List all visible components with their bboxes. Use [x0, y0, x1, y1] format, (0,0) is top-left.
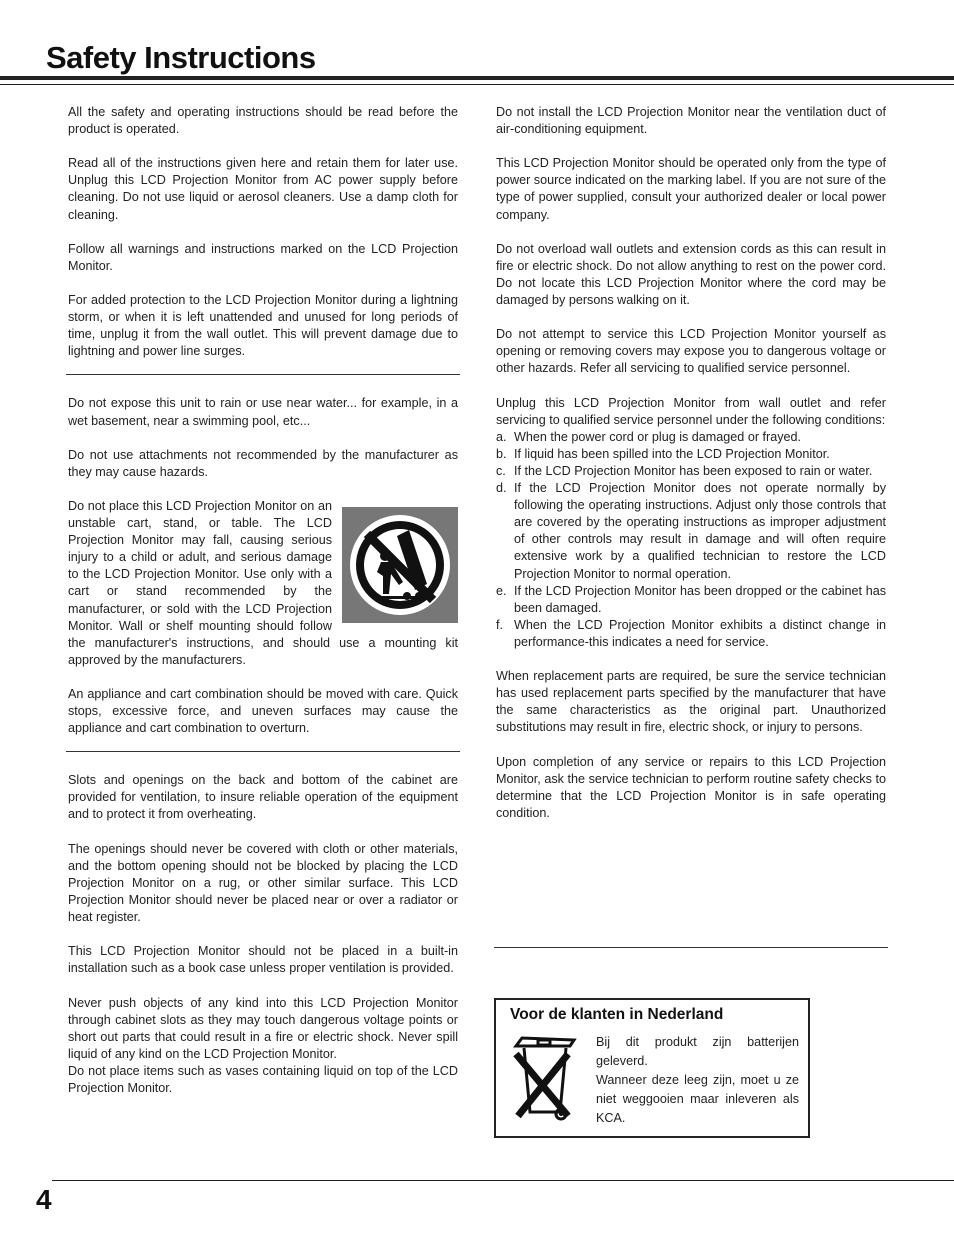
notice-title: Voor de klanten in Nederland	[510, 1006, 724, 1023]
list-letter: d.	[496, 481, 507, 496]
list-item	[496, 617, 886, 651]
paragraph: Do not install the LCD Projection Monitor near the ventilation duct of air-conditioning equipment.	[496, 105, 886, 137]
title-rule-thin	[0, 84, 954, 85]
paragraph: When replacement parts are required, be sure the service technician has used replacement parts specified by the manufacturer that have the same characteristics as the original part. Unauthorized substitutions may result in fire, electric shock, or injury to persons.	[496, 669, 886, 735]
paragraph: Do not place items such as vases containing liquid on top of the LCD Projection Monitor.	[68, 1063, 458, 1095]
left-column	[68, 104, 458, 1097]
service-conditions-list	[496, 429, 886, 651]
list-item	[496, 429, 886, 446]
list-item	[496, 480, 886, 583]
paragraph: Never push objects of any kind into this LCD Projection Monitor through cabinet slots as they may touch dangerous voltage points or short out parts that could result in a fire or electric shock. Never spill liquid of any kind on the LCD Projection Monitor.	[68, 995, 458, 1061]
notice-text	[596, 1033, 799, 1128]
page-number: 4	[36, 1184, 52, 1215]
cart-warning-block	[68, 498, 458, 737]
paragraph: Upon completion of any service or repairs to this LCD Projection Monitor, ask the service technician to perform routine safety checks to determine that the LCD Projection Monitor is in safe operating condition.	[496, 754, 886, 820]
cart-tip-over-warning-icon	[342, 507, 458, 623]
notice-line: Bij dit produkt zijn batterijen geleverd.	[596, 1035, 799, 1068]
paragraph: This LCD Projection Monitor should be operated only from the type of power source indicated on the marking label. If you are not sure of the type of power supplied, consult your authorized dealer or local power company.	[496, 156, 886, 222]
page-title: Safety Instructions	[46, 40, 316, 75]
paragraph: This LCD Projection Monitor should not be placed in a built-in installation such as a book case unless proper ventilation is provided.	[68, 944, 458, 976]
section-divider	[66, 374, 460, 375]
paragraph: Follow all warnings and instructions marked on the LCD Projection Monitor.	[68, 241, 458, 273]
paragraph: Slots and openings on the back and bottom of the cabinet are provided for ventilation, to insure reliable operation of the equipment and to protect it from overheating.	[68, 773, 458, 822]
footer-rule	[52, 1180, 954, 1181]
list-text: If the LCD Projection Monitor has been exposed to rain or water.	[514, 463, 873, 478]
list-text: When the power cord or plug is damaged or frayed.	[514, 429, 802, 444]
netherlands-notice-box	[494, 998, 810, 1138]
list-letter: c.	[496, 463, 506, 478]
list-text: If the LCD Projection Monitor does not operate normally by following the operating instructions. Adjust only those controls that are covered by the operating instructions as improper adjustment of other controls may result in damage and will often require extensive work by a qualified technician to restore the LCD Projection Monitor to normal operation.	[514, 481, 886, 581]
paragraph: Do not place this LCD Projection Monitor on an unstable cart, stand, or table. The LCD Projection Monitor may fall, causing serious injury to a child or adult, and serious damage to the LCD Projection Monitor. Use only with a cart or stand recommended by the manufacturer, or sold with the LCD Projection Monitor. Wall or shelf mounting should follow the manufacturer's instructions, and should use a mounting kit approved by the manufacturers.	[68, 498, 458, 667]
list-text: When the LCD Projection Monitor exhibits a distinct change in performance-this indicates a need for service.	[514, 617, 886, 649]
paragraph: An appliance and cart combination should be moved with care. Quick stops, excessive force, and uneven surfaces may cause the appliance and cart combination to overturn.	[68, 687, 458, 736]
paragraph: The openings should never be covered with cloth or other materials, and the bottom opening should not be blocked by placing the LCD Projection Monitor on a rug, or other similar surface. This LCD Projection Monitor should never be placed near or over a radiator or heat register.	[68, 841, 458, 925]
list-text: If the LCD Projection Monitor has been dropped or the cabinet has been damaged.	[514, 583, 886, 615]
section-divider	[66, 751, 460, 752]
crossed-out-wheelie-bin-icon	[512, 1034, 578, 1126]
notice-line: Wanneer deze leeg zijn, moet u ze niet weggooien maar inleveren als KCA.	[596, 1073, 799, 1125]
paragraph: For added protection to the LCD Projection Monitor during a lightning storm, or when it is left unattended and unused for long periods of time, unplug it from the wall outlet. This will prevent damage due to lightning and power line surges.	[68, 293, 458, 359]
paragraph: Do not attempt to service this LCD Projection Monitor yourself as opening or removing covers may expose you to dangerous voltage or other hazards. Refer all servicing to qualified service personnel.	[496, 327, 886, 376]
list-letter: f.	[496, 617, 503, 632]
paragraph: Do not expose this unit to rain or use near water... for example, in a wet basement, near a swimming pool, etc...	[68, 396, 458, 428]
list-letter: b.	[496, 446, 507, 461]
paragraph: Do not use attachments not recommended by the manufacturer as they may cause hazards.	[68, 447, 458, 479]
title-rule-thick	[0, 76, 954, 80]
right-column	[496, 104, 886, 822]
list-letter: e.	[496, 583, 507, 598]
list-item	[496, 446, 886, 463]
list-letter: a.	[496, 429, 507, 444]
paragraph: Unplug this LCD Projection Monitor from wall outlet and refer servicing to qualified service personnel under the following conditions:	[496, 395, 886, 427]
paragraph: All the safety and operating instructions should be read before the product is operated.	[68, 105, 458, 137]
paragraph: Read all of the instructions given here and retain them for later use. Unplug this LCD Projection Monitor from AC power supply before cleaning. Do not use liquid or aerosol cleaners. Use a damp cloth for cleaning.	[68, 156, 458, 222]
list-item	[496, 463, 886, 480]
list-text: If liquid has been spilled into the LCD Projection Monitor.	[514, 446, 830, 461]
paragraph: Do not overload wall outlets and extension cords as this can result in fire or electric shock. Do not allow anything to rest on the power cord. Do not locate this LCD Projection Monitor where the cord may be damaged by persons walking on it.	[496, 241, 886, 308]
list-item	[496, 583, 886, 617]
section-divider	[494, 947, 888, 948]
